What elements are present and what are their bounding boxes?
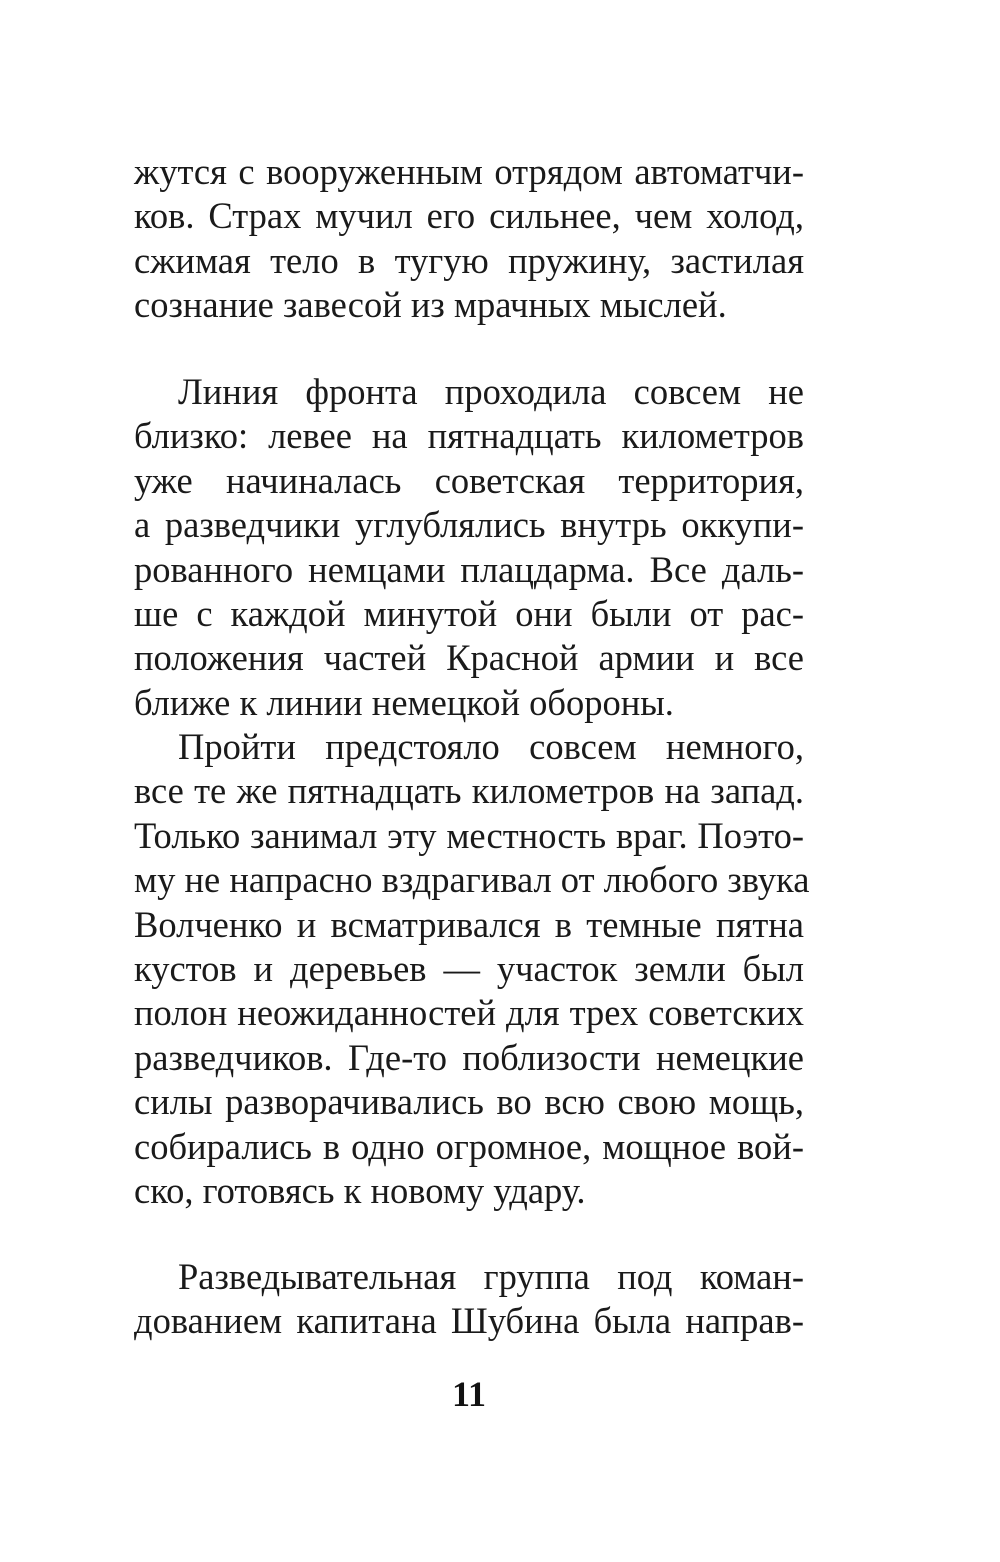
text-line: рованного немцами плацдарма. Все даль- [134, 548, 804, 590]
text-line: Пройти предстояло совсем немного, [178, 726, 804, 767]
paragraph-2 [134, 370, 804, 725]
text-line: Только занимал эту местность враг. Поэто- [134, 814, 804, 856]
text-line: кустов и деревьев — участок земли был [134, 948, 804, 990]
text-line: полон неожиданностей для трех советских [134, 992, 804, 1034]
text-line: жутся с вооруженным отрядом автоматчи- [134, 151, 804, 192]
text-line: ков. Страх мучил его сильнее, чем холод, [134, 195, 804, 237]
text-line: Линия фронта проходила совсем не [178, 371, 804, 412]
text-line: а разведчики углублялись внутрь оккупи- [134, 504, 804, 546]
paragraph-3 [134, 725, 810, 1213]
text-line: Разведывательная группа под коман- [178, 1256, 804, 1297]
text-line: собирались в одно огромное, мощное вой- [134, 1125, 804, 1167]
text-line: сжимая тело в тугую пружину, застилая [134, 239, 804, 281]
paragraph-4 [134, 1255, 804, 1344]
text-line: разведчиков. Где-то поблизости немецкие [134, 1036, 804, 1078]
text-line: Волченко и всматривался в темные пятна [134, 903, 804, 945]
page-number: 11 [451, 1374, 486, 1414]
text-line: все те же пятнадцать километров на запад. [134, 770, 804, 812]
text-line: ско, готовясь к новому удару. [134, 1170, 586, 1212]
text-line: близко: левее на пятнадцать километров [134, 415, 804, 457]
text-line: ближе к линии немецкой обороны. [134, 681, 674, 723]
text-line: уже начиналась советская территория, [134, 459, 804, 501]
text-line: положения частей Красной армии и все [134, 637, 804, 679]
text-line: ше с каждой минутой они были от рас- [134, 593, 804, 635]
text-line: му не напрасно вздрагивал от любого звука [134, 859, 810, 901]
text-line: сознание завесой из мрачных мыслей. [134, 284, 727, 326]
paragraph-1 [134, 150, 804, 328]
text-line: силы разворачивались во всю свою мощь, [134, 1081, 804, 1123]
text-line: дованием капитана Шубина была направ- [134, 1300, 804, 1342]
